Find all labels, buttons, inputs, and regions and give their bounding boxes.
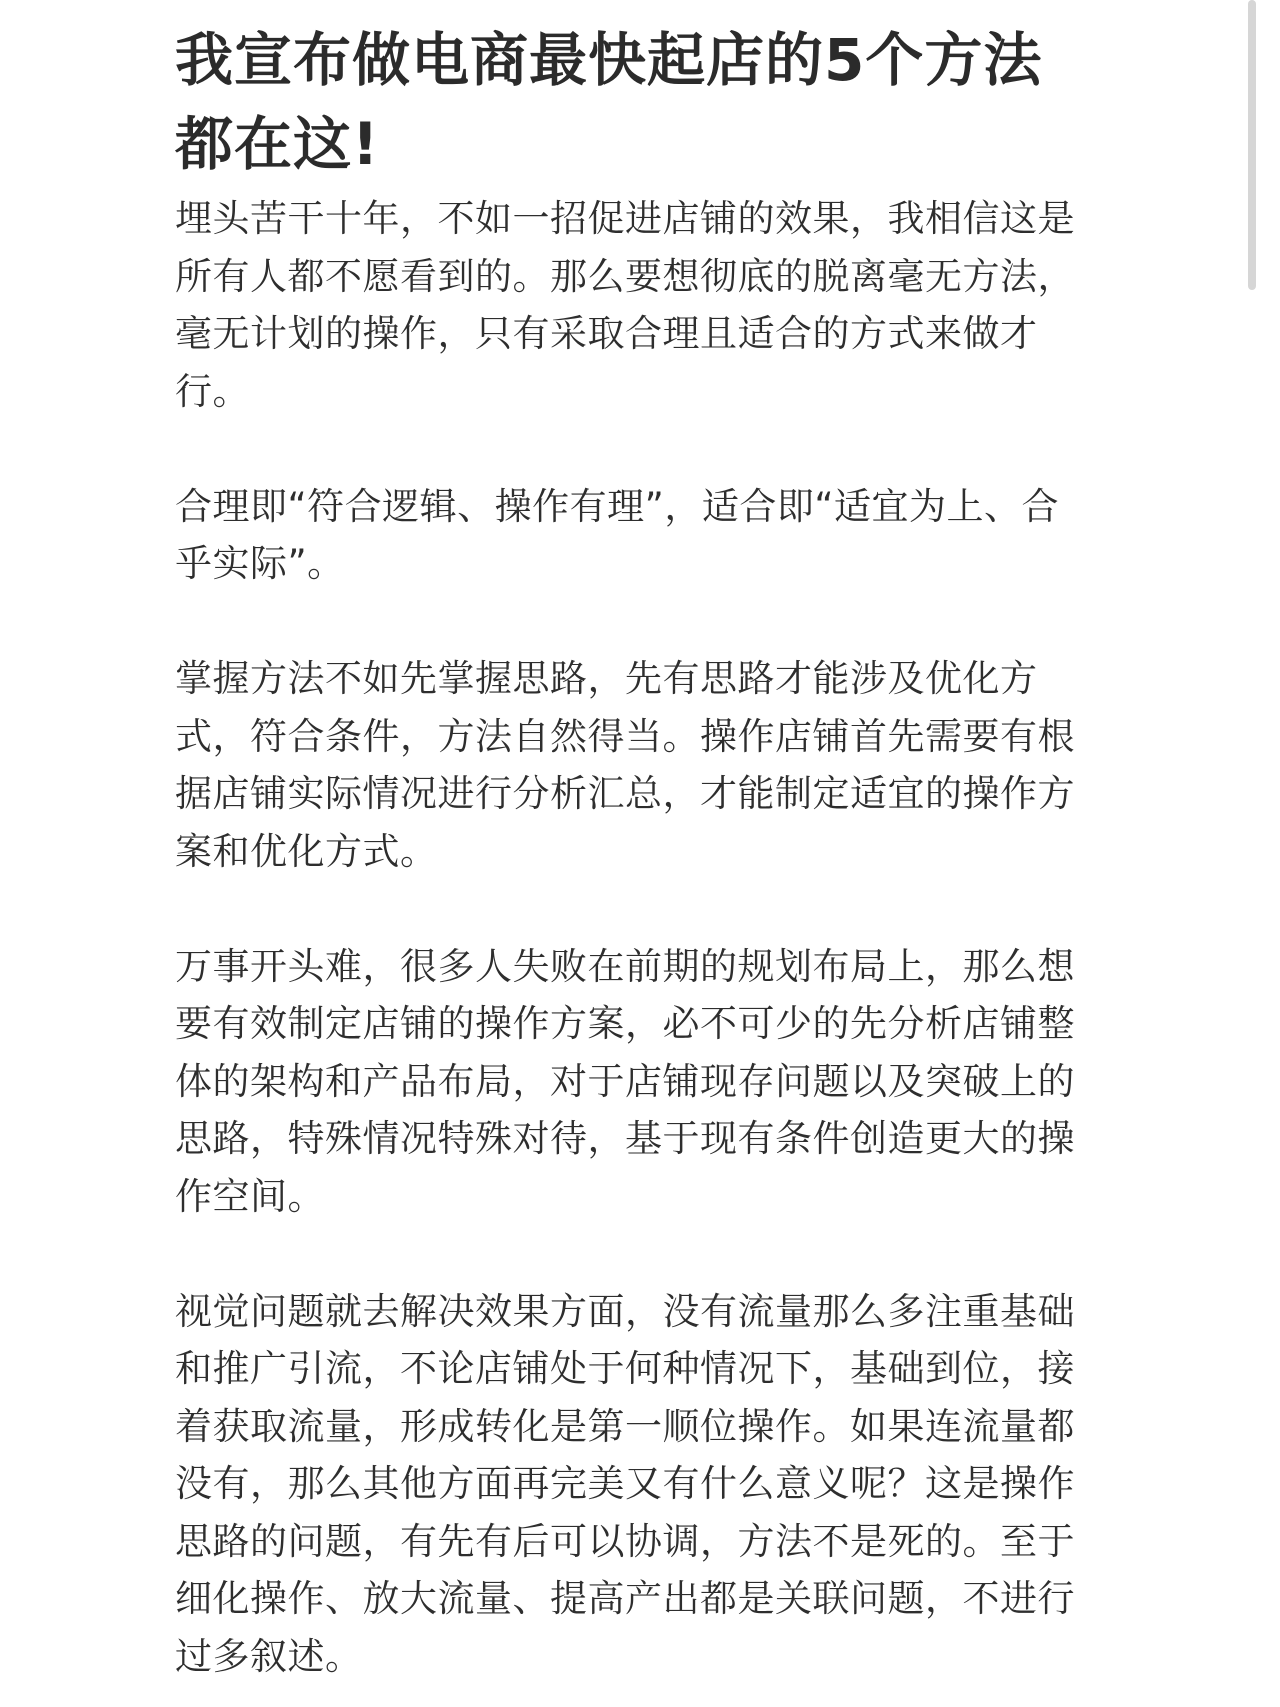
paragraph-2: 合理即“符合逻辑、操作有理”，适合即“适宜为上、合乎实际”。 <box>175 484 1060 585</box>
article-title: 我宣布做电商最快起店的5个方法都在这! <box>175 26 1043 178</box>
article <box>175 18 1095 1685</box>
paragraph-1: 埋头苦干十年，不如一招促进店铺的效果，我相信这是所有人都不愿看到的。那么要想彻底的脱离毫无方法，毫无计划的操作，只有采取合理且适合的方式来做才行。 <box>175 197 1075 413</box>
paragraph-4: 万事开头难，很多人失败在前期的规划布局上，那么想要有效制定店铺的操作方案，必不可少的先分析店铺整体的架构和产品布局，对于店铺现存问题以及突破上的思路，特殊情况特殊对待，基于现有条件创造更大的操作空间。 <box>175 944 1075 1218</box>
scrollbar[interactable] <box>1248 0 1256 290</box>
paragraph-3: 掌握方法不如先掌握思路，先有思路才能涉及优化方式，符合条件，方法自然得当。操作店铺首先需要有根据店铺实际情况进行分析汇总，才能制定适宜的操作方案和优化方式。 <box>175 657 1075 873</box>
paragraph-5: 视觉问题就去解决效果方面，没有流量那么多注重基础和推广引流，不论店铺处于何种情况下，基础到位，接着获取流量，形成转化是第一顺位操作。如果连流量都没有，那么其他方面再完美又有什么意义呢？这是操作思路的问题，有先有后可以协调，方法不是死的。至于细化操作、放大流量、提高产出都是关联问题，不进行过多叙述。 <box>175 1289 1075 1678</box>
